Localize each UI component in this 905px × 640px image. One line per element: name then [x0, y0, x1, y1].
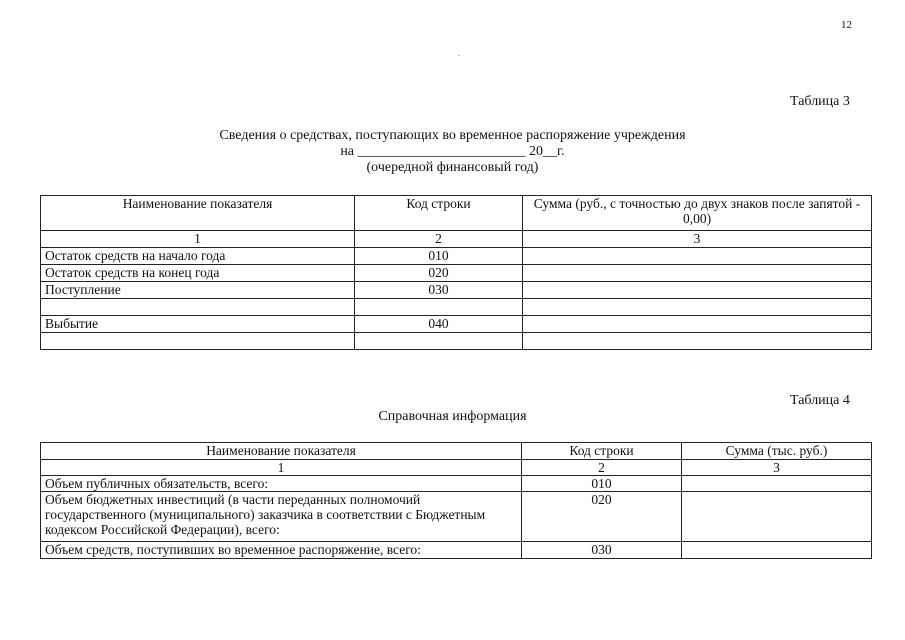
table3-cell-name: Выбытие	[41, 316, 355, 333]
table3-cell-sum	[523, 316, 872, 333]
table4-cell-code: 030	[522, 542, 682, 559]
page-number: 12	[841, 19, 852, 31]
table3-title-line1: Сведения о средствах, поступающих во временное распоряжение учреждения	[219, 128, 686, 143]
table4-num-3: 3	[682, 460, 872, 476]
table3-cell-name: Остаток средств на конец года	[41, 265, 355, 282]
table3-header-sum: Сумма (руб., с точностью до двух знаков после запятой - 0,00)	[523, 196, 872, 231]
table3-num-1: 1	[41, 231, 355, 248]
table-row	[41, 299, 872, 316]
table3-header-row	[41, 196, 872, 231]
table3-num-3: 3	[523, 231, 872, 248]
table3-cell-code: 010	[355, 248, 523, 265]
table4-cell-name: Объем средств, поступивших во временное распоряжение, всего:	[41, 542, 522, 559]
table3-numbering-row	[41, 231, 872, 248]
table-row	[41, 476, 872, 492]
table3-cell-sum	[523, 333, 872, 350]
table4-label: Таблица 4	[790, 393, 850, 408]
table3-cell-code	[355, 333, 523, 350]
table3-num-2: 2	[355, 231, 523, 248]
table4-cell-code: 020	[522, 492, 682, 542]
table3-title-line3: (очередной финансовый год)	[366, 160, 539, 175]
table-row	[41, 492, 872, 542]
table3-cell-name	[41, 333, 355, 350]
table-row	[41, 265, 872, 282]
table4-header-row	[41, 443, 872, 460]
table4-cell-code: 010	[522, 476, 682, 492]
table4-cell-sum	[682, 492, 872, 542]
scan-speck	[458, 55, 460, 56]
table-row	[41, 248, 872, 265]
table4-header-sum: Сумма (тыс. руб.)	[682, 443, 872, 460]
table3	[40, 195, 872, 350]
table3-cell-code: 020	[355, 265, 523, 282]
table4-header-code: Код строки	[522, 443, 682, 460]
table4-cell-sum	[682, 542, 872, 559]
table-row	[41, 282, 872, 299]
table4-header-name: Наименование показателя	[41, 443, 522, 460]
table3-cell-code: 040	[355, 316, 523, 333]
table3-title	[0, 128, 905, 176]
table4-cell-name: Объем публичных обязательств, всего:	[41, 476, 522, 492]
table3-cell-code	[355, 299, 523, 316]
table3-cell-sum	[523, 299, 872, 316]
table3-label: Таблица 3	[790, 94, 850, 109]
table-row	[41, 542, 872, 559]
table3-cell-name: Поступление	[41, 282, 355, 299]
table4-num-1: 1	[41, 460, 522, 476]
table3-header-name: Наименование показателя	[41, 196, 355, 231]
table-row	[41, 316, 872, 333]
table4-cell-name: Объем бюджетных инвестиций (в части переданных полномочий государственного (муниципального) заказчика в соответствии с Бюджетным кодексом Российской Федерации), всего:	[41, 492, 522, 542]
table3-cell-name: Остаток средств на начало года	[41, 248, 355, 265]
table4-numbering-row	[41, 460, 872, 476]
table4	[40, 442, 872, 559]
table3-cell-name	[41, 299, 355, 316]
table3-cell-sum	[523, 265, 872, 282]
table3-cell-code: 030	[355, 282, 523, 299]
table3-cell-sum	[523, 282, 872, 299]
table3-header-code: Код строки	[355, 196, 523, 231]
table4-num-2: 2	[522, 460, 682, 476]
table3-cell-sum	[523, 248, 872, 265]
table-row	[41, 333, 872, 350]
table3-title-line2: на ________________________ 20__г.	[340, 144, 565, 159]
table4-cell-sum	[682, 476, 872, 492]
table4-title: Справочная информация	[378, 409, 527, 424]
